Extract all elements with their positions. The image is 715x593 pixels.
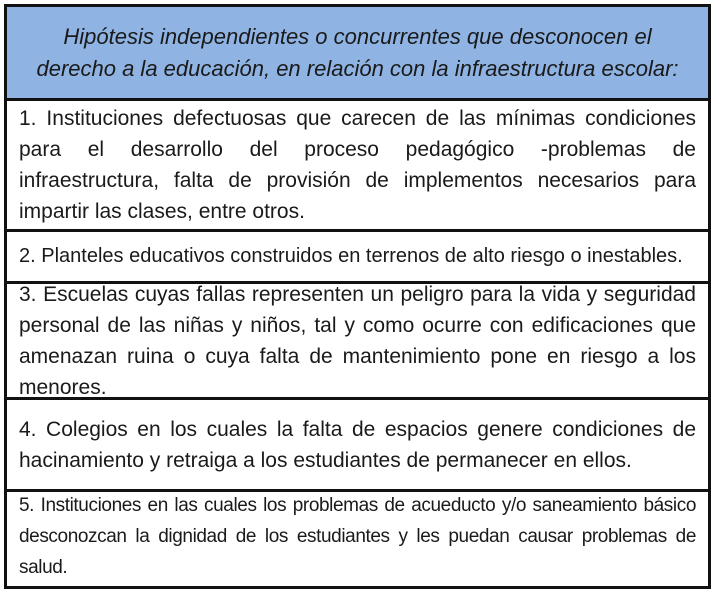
- row-5-number: 5.: [19, 495, 35, 516]
- row-5-text: Instituciones en las cuales los problemas de acueducto y/o saneamiento básico desconozcan la dignidad de los estudiantes y les puedan causar problemas de salud.: [19, 495, 696, 578]
- table-title: Hipótesis independientes o concurrentes que desconocen el derecho a la educación, en relación con la infraestructura escolar:: [36, 23, 679, 81]
- row-2-content: [19, 241, 696, 272]
- row-4-content: [19, 414, 696, 476]
- row-1-content: [19, 103, 696, 227]
- row-1-text: Instituciones defectuosas que carecen de las mínimas condiciones para el desarrollo del proceso pedagógico -problemas de infraestructura, falta de provisión de implementos necesarios para impartir las clases, entre otros.: [19, 107, 696, 223]
- row-5-content: [19, 490, 696, 583]
- table-row-1: [7, 98, 708, 229]
- row-3-content: [19, 279, 696, 403]
- row-3-number: 3.: [19, 282, 37, 306]
- row-4-number: 4.: [19, 417, 37, 441]
- table-row-2: [7, 229, 708, 281]
- table-row-4: [7, 397, 708, 489]
- hypotheses-table: [4, 4, 711, 589]
- table-header: [7, 7, 708, 98]
- row-3-text: Escuelas cuyas fallas representen un peligro para la vida y seguridad personal de las niñas y niños, tal y como ocurre con edificaciones que amenazan ruina o cuya falta de mantenimiento pone en riesgo a los menores.: [19, 282, 696, 399]
- table-row-3: [7, 281, 708, 397]
- row-2-text: Planteles educativos construidos en terrenos de alto riesgo o inestables.: [35, 245, 683, 267]
- table-row-5: [7, 489, 708, 581]
- row-4-text: Colegios en los cuales la falta de espacios genere condiciones de hacinamiento y retraiga a los estudiantes de permanecer en ellos.: [19, 417, 696, 472]
- row-2-number: 2.: [19, 245, 36, 267]
- row-1-number: 1.: [19, 107, 37, 130]
